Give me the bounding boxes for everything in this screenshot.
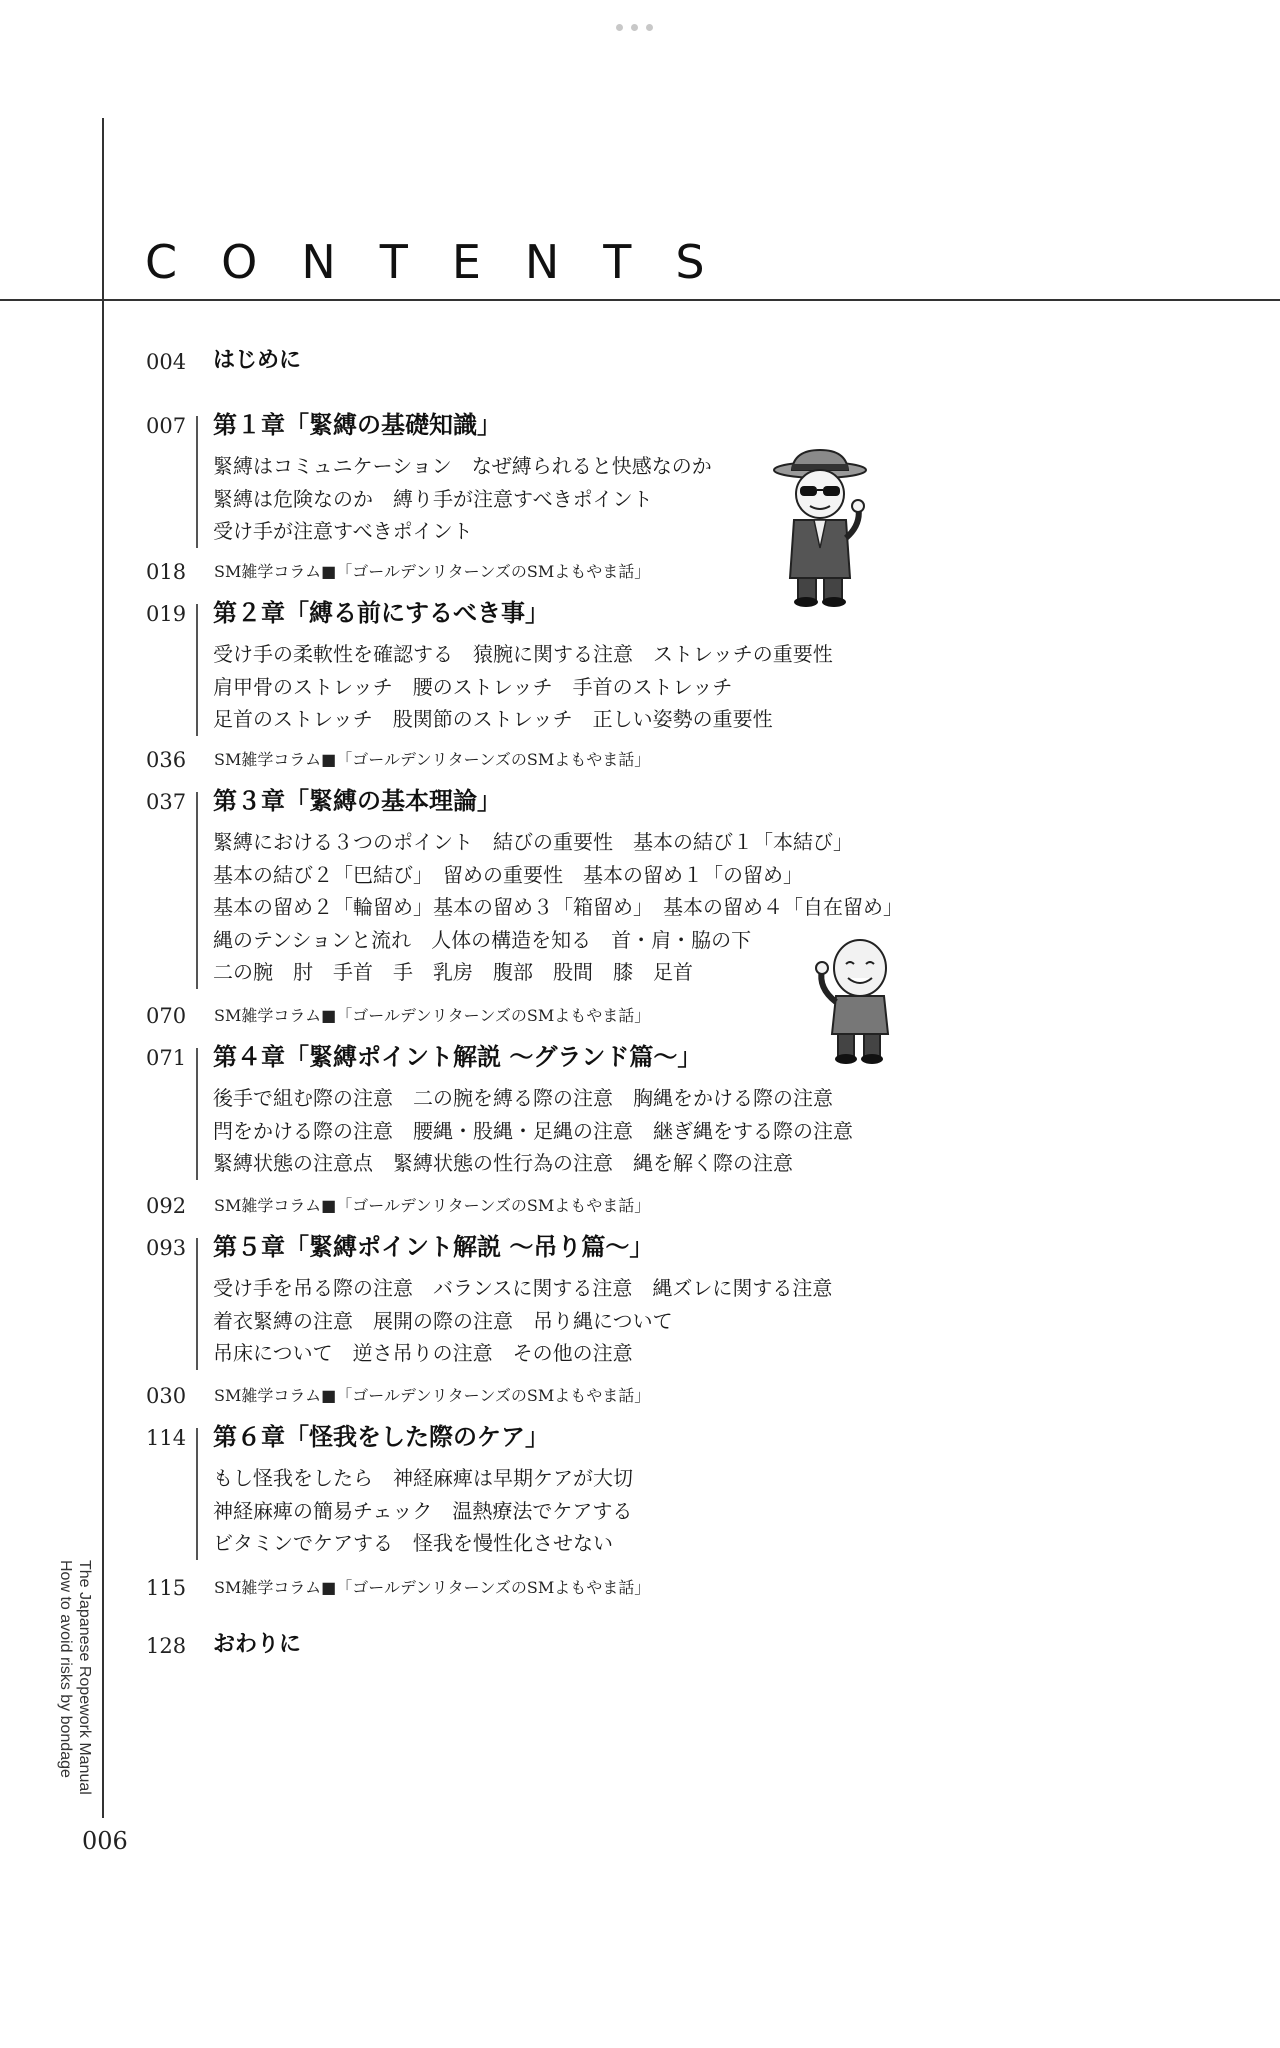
- toc-page-number: 004: [146, 350, 187, 374]
- chapter-name: 「怪我をした際のケア」: [285, 1423, 549, 1451]
- vertical-rule: [102, 118, 104, 1818]
- chapter-item: 受け手が注意すべきポイント: [213, 519, 473, 543]
- chapter-item: 着衣緊縛の注意 展開の際の注意 吊り縄について: [213, 1308, 673, 1333]
- toc-page-number: 036: [146, 748, 187, 772]
- column-entry: SM雑学コラム■「ゴールデンリターンズのSMよもやま話」: [214, 1196, 651, 1215]
- toc-page-number: 019: [146, 602, 187, 626]
- toc-page-number: 114: [146, 1426, 187, 1450]
- chapter-item: 吊床について 逆さ吊りの注意 その他の注意: [213, 1341, 633, 1365]
- chapter-bar: [196, 792, 198, 989]
- chapter-item: 足首のストレッチ 股関節のストレッチ 正しい姿勢の重要性: [213, 707, 773, 731]
- toc-page-number: 092: [146, 1194, 187, 1218]
- chapter-item: 緊縛状態の注意点 緊縛状態の性行為の注意 縄を解く際の注意: [213, 1151, 793, 1175]
- chapter-items: [213, 1272, 832, 1370]
- spine-line-2: How to avoid risks by bondage: [57, 1560, 74, 1778]
- chapter-item: 神経麻痺の簡易チェック 温熱療法でケアする: [213, 1498, 633, 1523]
- chapter-item: 緊縛はコミュニケーション なぜ縛られると快感なのか: [213, 454, 712, 478]
- bald-man-illustration: [808, 938, 904, 1066]
- chapter-items: [213, 826, 903, 989]
- chapter-number: 第６章: [213, 1423, 285, 1451]
- chapter-items: [213, 638, 833, 736]
- page-indicator-dots: [616, 24, 653, 31]
- chapter-item: 二の腕 肘 手首 手 乳房 腹部 股間 膝 足首: [213, 960, 693, 984]
- chapter-bar: [196, 1428, 198, 1560]
- chapter-bar: [196, 1048, 198, 1180]
- chapter-item: 基本の結び２「巴結び」 留めの重要性 基本の留め１「の留め」: [213, 862, 803, 887]
- chapter-name: 「縛る前にするべき事」: [285, 599, 549, 627]
- toc-page-number: 115: [146, 1576, 187, 1600]
- chapter-number: 第３章: [213, 787, 285, 815]
- column-entry: SM雑学コラム■「ゴールデンリターンズのSMよもやま話」: [214, 1006, 651, 1025]
- column-entry: SM雑学コラム■「ゴールデンリターンズのSMよもやま話」: [214, 750, 651, 769]
- chapter-items: [213, 1462, 633, 1560]
- chapter-item: 肩甲骨のストレッチ 腰のストレッチ 手首のストレッチ: [213, 674, 733, 699]
- chapter-title: [213, 785, 501, 817]
- chapter-title: [213, 409, 501, 441]
- chapter-bar: [196, 1238, 198, 1370]
- toc-page-number: 093: [146, 1236, 187, 1260]
- chapter-item: 後手で組む際の注意 二の腕を縛る際の注意 胸縄をかける際の注意: [213, 1086, 833, 1110]
- chapter-number: 第２章: [213, 599, 285, 627]
- column-entry: SM雑学コラム■「ゴールデンリターンズのSMよもやま話」: [214, 562, 651, 581]
- chapter-number: 第４章: [213, 1043, 285, 1071]
- chapter-number: 第１章: [213, 411, 285, 439]
- chapter-item: 閂をかける際の注意 腰縄・股縄・足縄の注意 継ぎ縄をする際の注意: [213, 1118, 853, 1143]
- chapter-item: ビタミンでケアする 怪我を慢性化させない: [213, 1531, 613, 1555]
- chapter-title: [213, 597, 549, 629]
- page-title: CONTENTS: [145, 235, 749, 289]
- chapter-items: [213, 450, 712, 548]
- chapter-title: [213, 1041, 701, 1073]
- chapter-bar: [196, 416, 198, 548]
- chapter-name: 「緊縛の基礎知識」: [285, 411, 501, 439]
- chapter-name: 「緊縛ポイント解説 ～グランド篇～」: [285, 1043, 702, 1071]
- title-rule: [0, 299, 1280, 301]
- spine-text: [56, 1560, 96, 1800]
- chapter-title: [213, 1421, 549, 1453]
- toc-page-number: 007: [146, 414, 187, 438]
- chapter-item: 緊縛における３つのポイント 結びの重要性 基本の結び１「本結び」: [213, 830, 853, 854]
- chapter-item: 受け手の柔軟性を確認する 猿腕に関する注意 ストレッチの重要性: [213, 642, 833, 666]
- chapter-name: 「緊縛ポイント解説 ～吊り篇～」: [285, 1233, 654, 1261]
- toc-page-number: 037: [146, 790, 187, 814]
- column-entry: SM雑学コラム■「ゴールデンリターンズのSMよもやま話」: [214, 1386, 651, 1405]
- section-entry: おわりに: [213, 1632, 302, 1657]
- chapter-number: 第５章: [213, 1233, 285, 1261]
- page-number: 006: [82, 1827, 128, 1855]
- section-entry: はじめに: [213, 348, 302, 373]
- chapter-item: 受け手を吊る際の注意 バランスに関する注意 縄ズレに関する注意: [213, 1276, 833, 1300]
- chapter-items: [213, 1082, 853, 1180]
- toc-page-number: 071: [146, 1046, 187, 1070]
- toc-page-number: 030: [146, 1384, 187, 1408]
- spine-line-1: The Japanese Ropework Manual: [76, 1560, 93, 1795]
- man-with-hat-illustration: [770, 448, 870, 608]
- chapter-title: [213, 1231, 653, 1263]
- toc-page-number: 018: [146, 560, 187, 584]
- column-entry: SM雑学コラム■「ゴールデンリターンズのSMよもやま話」: [214, 1578, 651, 1597]
- toc-page-number: 070: [146, 1004, 187, 1028]
- chapter-item: 基本の留め２「輪留め」基本の留め３「箱留め」 基本の留め４「自在留め」: [213, 895, 903, 919]
- chapter-item: もし怪我をしたら 神経麻痺は早期ケアが大切: [213, 1466, 633, 1490]
- chapter-name: 「緊縛の基本理論」: [285, 787, 501, 815]
- toc-page-number: 128: [146, 1634, 187, 1658]
- chapter-item: 縄のテンションと流れ 人体の構造を知る 首・肩・脇の下: [213, 927, 752, 952]
- chapter-bar: [196, 604, 198, 736]
- chapter-item: 緊縛は危険なのか 縛り手が注意すべきポイント: [213, 486, 653, 511]
